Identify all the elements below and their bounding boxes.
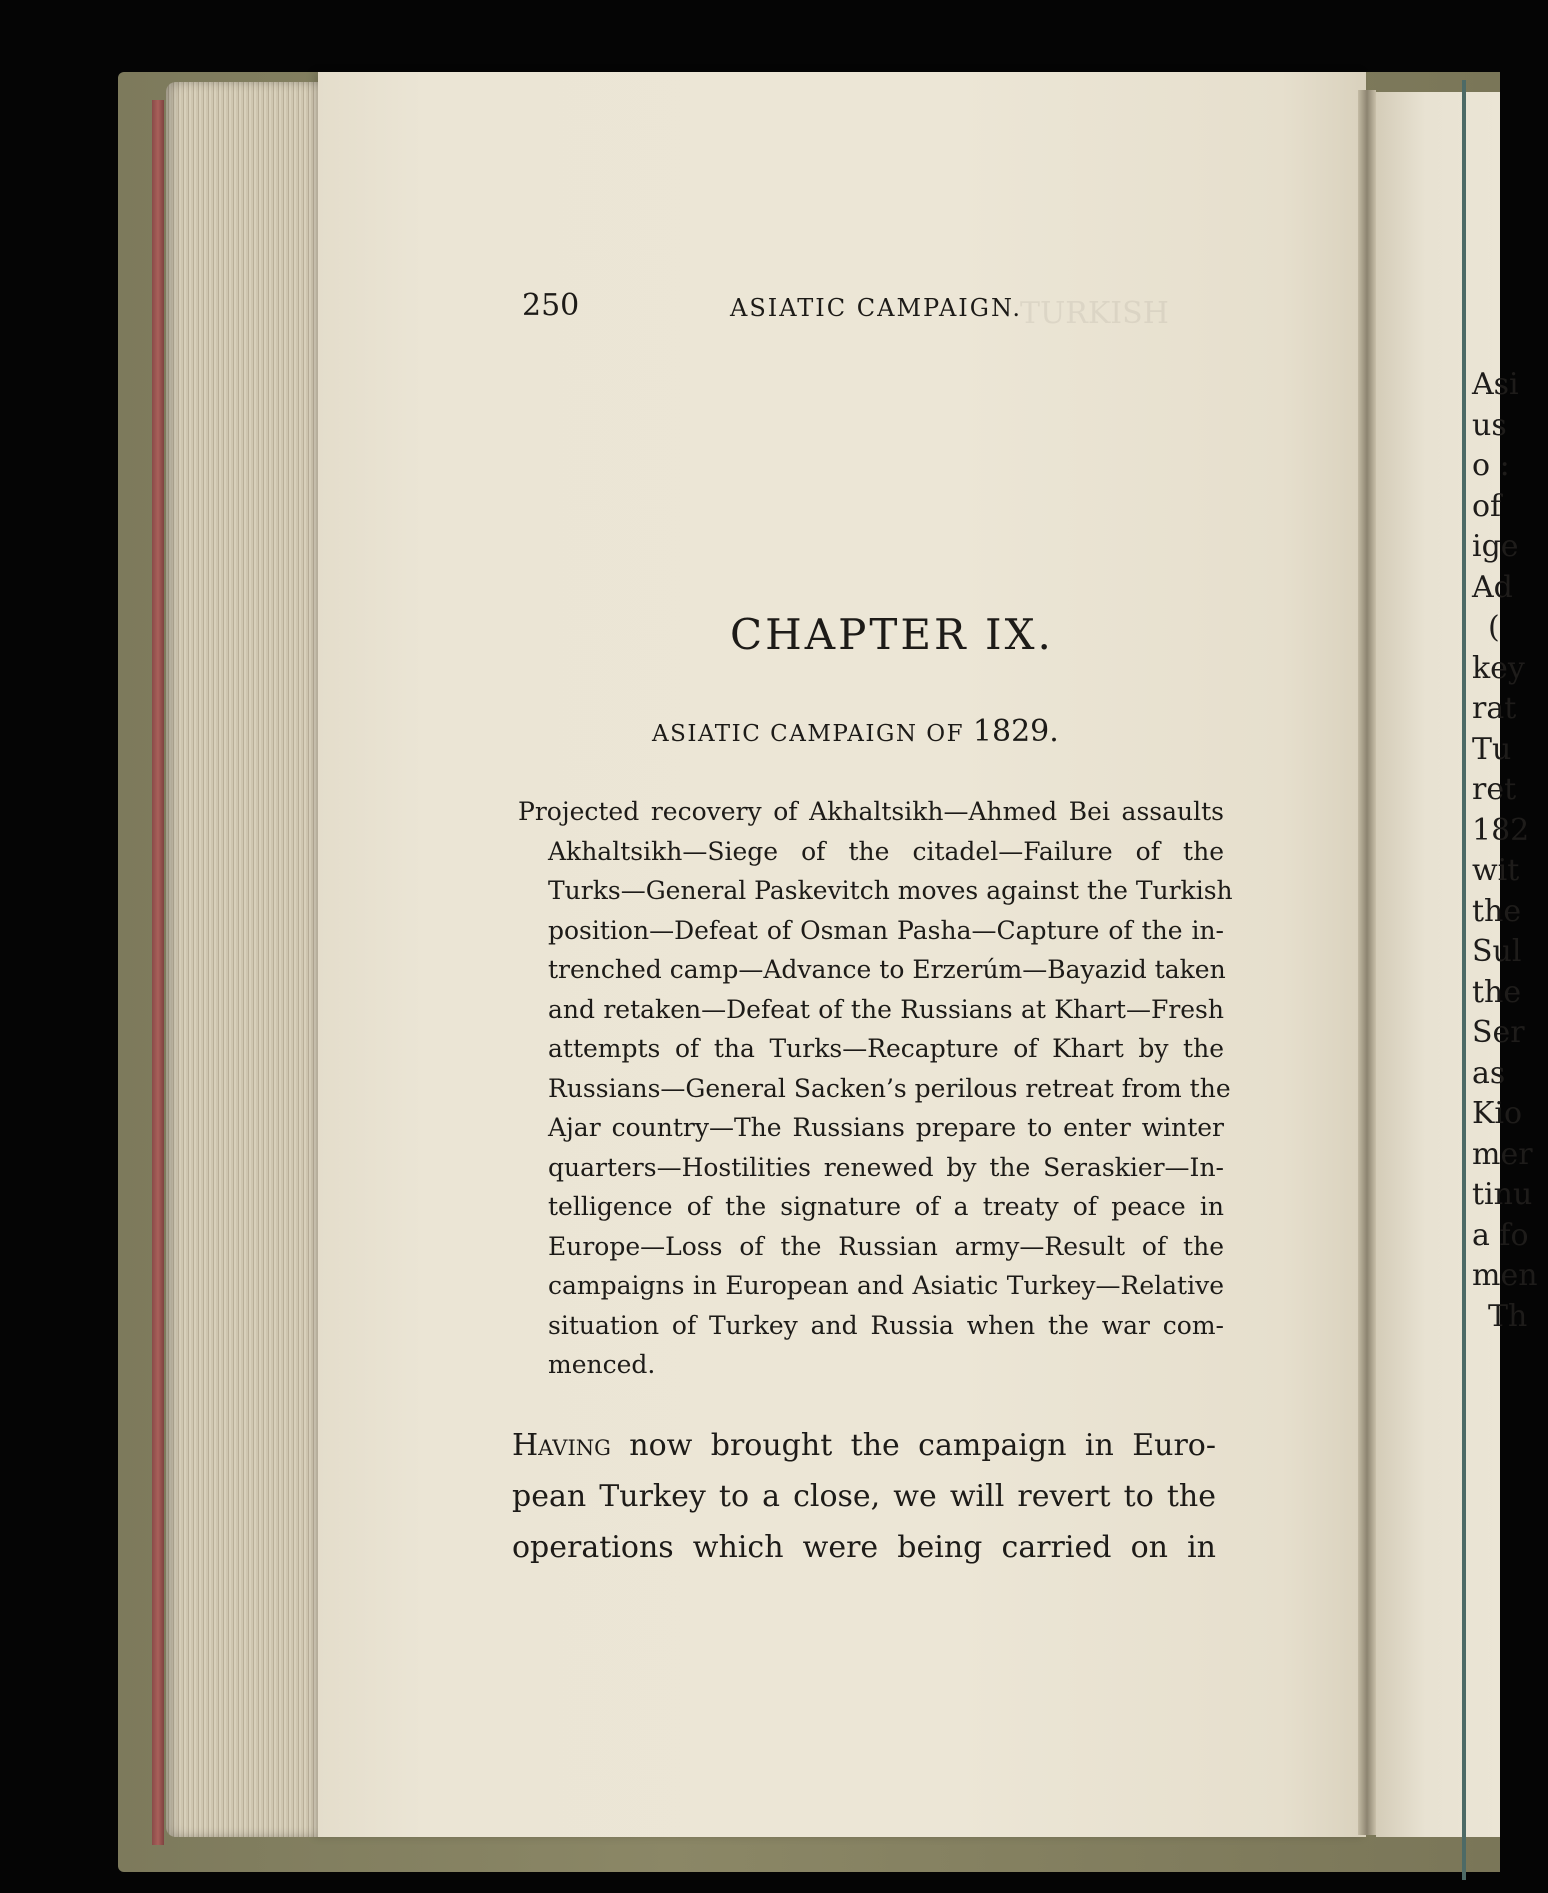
page-stack-edge	[166, 82, 326, 1837]
synopsis-line: menced.	[548, 1350, 656, 1379]
synopsis-line: and retaken—Defeat of the Russians at Khart—Fresh	[548, 994, 1224, 1024]
right-page-fragment: Sul	[1472, 934, 1522, 969]
right-page-fragment: Ser	[1472, 1015, 1525, 1050]
chapter-subtitle-text: ASIATIC CAMPAIGN OF	[652, 721, 973, 747]
synopsis-line: campaigns in European and Asiatic Turkey—Relative	[548, 1271, 1224, 1300]
right-page	[1376, 92, 1538, 1837]
body-paragraph	[512, 1420, 1216, 1573]
right-page-fragment: as	[1472, 1055, 1506, 1091]
right-page-fragment: Tu	[1472, 731, 1512, 767]
right-page-fragment: Ad	[1472, 569, 1513, 605]
right-page-fragment: (	[1488, 610, 1500, 645]
chapter-subtitle-year: 1829.	[972, 714, 1059, 749]
right-page-fragment: o :	[1472, 448, 1510, 483]
right-page-fragment: men	[1472, 1258, 1538, 1293]
synopsis-line: Russians—General Sacken’s perilous retreat from the	[548, 1073, 1231, 1103]
body-line: pean Turkey to a close, we will revert to the	[512, 1479, 1216, 1514]
body-line: operations which were being carried on in	[512, 1530, 1216, 1565]
right-page-fragment: rat	[1472, 691, 1517, 726]
right-page-fragment: 182	[1472, 812, 1530, 848]
running-head: ASIATIC CAMPAIGN.	[730, 294, 1023, 322]
synopsis-line: Turks—General Paskevitch moves against the Turkish	[548, 876, 1233, 905]
red-page-edge	[152, 100, 164, 1845]
right-page-fragment: a fo	[1472, 1217, 1529, 1253]
body-first-word: Having	[512, 1428, 611, 1463]
synopsis-line: telligence of the signature of a treaty of peace in	[548, 1192, 1224, 1221]
chapter-subtitle	[652, 714, 1059, 749]
right-page-fragment: the	[1472, 974, 1522, 1010]
synopsis-line: Akhaltsikh—Siege of the citadel—Failure of the	[548, 836, 1224, 866]
right-page-fragment: us	[1472, 407, 1507, 443]
right-page-fragment: mer	[1472, 1136, 1533, 1172]
synopsis-line: quarters—Hostilities renewed by the Seraskier—In-	[548, 1152, 1224, 1182]
show-through-header: TURKISH	[1020, 296, 1169, 331]
synopsis-line: Projected recovery of Akhaltsikh—Ahmed Bei assaults	[518, 797, 1224, 826]
right-page-fragment: wit	[1472, 853, 1520, 888]
right-page-fragment: of	[1472, 488, 1502, 524]
right-page-fragment: tinu	[1472, 1177, 1533, 1212]
right-page-fragment: Asi	[1472, 367, 1519, 402]
synopsis-line: situation of Turkey and Russia when the war com-	[548, 1310, 1224, 1340]
body-line	[512, 1420, 1216, 1471]
right-page-fragment: ige	[1472, 529, 1519, 564]
synopsis-line: Europe—Loss of the Russian army—Result of the	[548, 1231, 1224, 1261]
synopsis-line: attempts of tha Turks—Recapture of Khart by the	[548, 1034, 1224, 1063]
book-gutter	[1358, 90, 1376, 1835]
chapter-title: CHAPTER IX.	[730, 610, 1054, 659]
right-page-fragment: Th	[1488, 1298, 1528, 1334]
right-page-fragment: key	[1472, 650, 1525, 686]
right-page-fragment: the	[1472, 893, 1522, 929]
synopsis-line: position—Defeat of Osman Pasha—Capture of the in-	[548, 915, 1224, 945]
right-page-rule	[1462, 80, 1466, 1880]
chapter-synopsis	[518, 792, 1233, 1385]
synopsis-line: Ajar country—The Russians prepare to enter winter	[548, 1113, 1224, 1142]
page-number: 250	[522, 288, 580, 323]
body-line-rest: now brought the campaign in Euro-	[610, 1428, 1216, 1463]
right-page-fragment: Kio	[1472, 1096, 1523, 1131]
right-page-fragment: ret	[1472, 772, 1517, 807]
synopsis-line: trenched camp—Advance to Erzerúm—Bayazid taken	[548, 955, 1226, 984]
